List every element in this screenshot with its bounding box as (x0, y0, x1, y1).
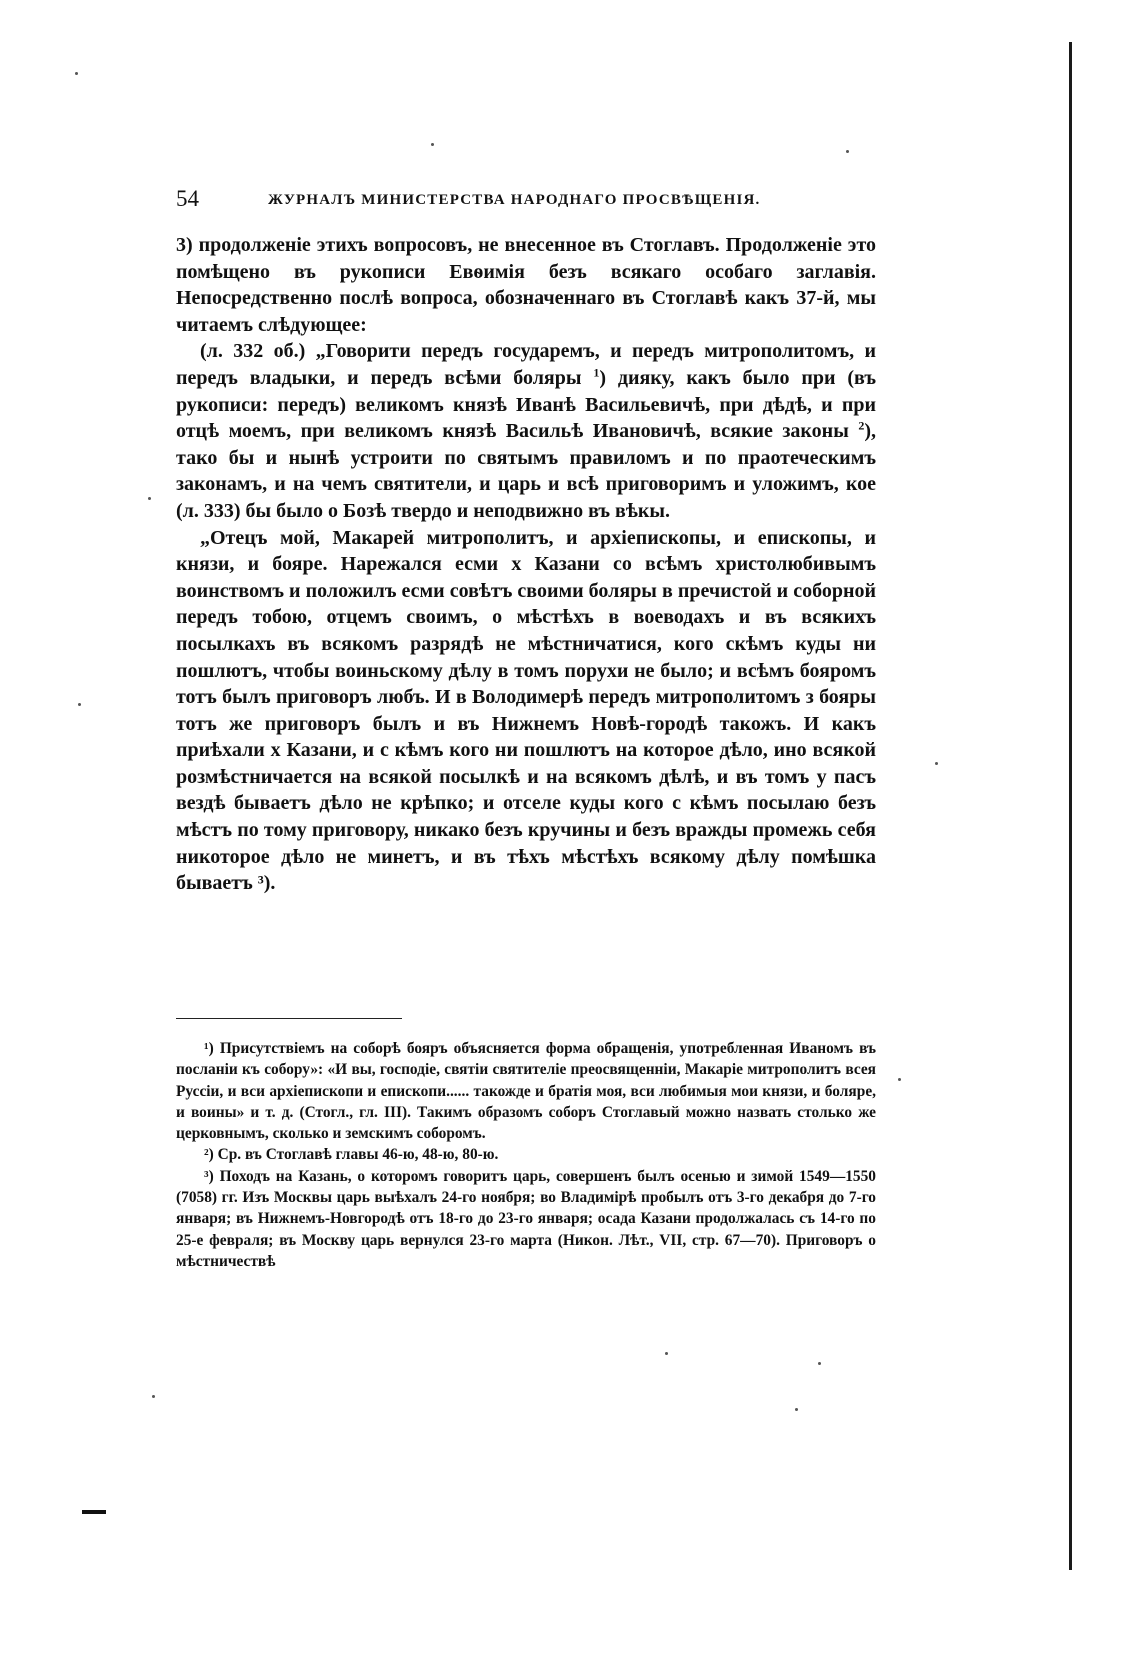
margin-mark (82, 1510, 106, 1514)
running-title: ЖУРНАЛЪ МИНИСТЕРСТВА НАРОДНАГО ПРОСВѢЩЕНІЯ. (268, 192, 761, 208)
footnote: ³) Походъ на Казань, о которомъ говоритъ царь, совершенъ былъ осенью и зимой 1549—1550 (7058) гг. Изъ Москвы царь выѣхалъ 24-го ноября; во Владимірѣ пробылъ отъ 3-го декабря до 7-го января; въ Нижнемъ-Новгородѣ отъ 18-го до 23-го января; осада Казани продолжалась съ 14-го по 25-е февраля; въ Москву царь вернулся 23-го марта (Никон. Лѣт., VII, стр. 67—70). Приговоръ о мѣстничествѣ (176, 1167, 876, 1270)
paragraph: „Отецъ мой, Макарей митрополитъ, и архіепископы, и епископы, и князи, и бояре. Нарежался есми х Казани со всѣмъ христолюбивымъ воинствомъ и положилъ есми совѣтъ своими боляры в пречистой и соборной передъ тобою, отцемъ своимъ, о мѣстѣхъ в воеводахъ и въ всякихъ посылкахъ въ всякомъ разрядѣ не мѣстничатися, кого скѣмъ куды ни пошлютъ, чтобы воиньскому дѣлу в томъ порухи не было; и всѣмъ бояромъ тотъ былъ приговоръ любъ. И в Володимерѣ передъ митрополитомъ з бояры тотъ же приговоръ былъ и въ Нижнемъ Новѣ-городѣ такожъ. И какъ приѣхали х Казани, и с кѣмъ кого ни пошлютъ на которое дѣло, ино всякой розмѣстничается на всякой посылкѣ и на всякомъ дѣлѣ, и въ томъ у пасъ вездѣ бываетъ дѣло не крѣпко; и отселе куды кого с кѣмъ посылаю безъ мѣстъ по тому приговору, никако безъ кручины и безъ вражды промежь себя никоторое дѣло не минетъ, и въ тѣхъ мѣстѣхъ всякому дѣлу помѣшка бываетъ ³). (176, 526, 876, 895)
footnotes (176, 1038, 876, 1272)
footnote-ref: 1 (593, 365, 600, 380)
page-header (176, 184, 876, 214)
footnote: ²) Ср. въ Стоглавѣ главы 46-ю, 48-ю, 80-ю. (204, 1146, 499, 1164)
page-edge-line (1069, 42, 1072, 1570)
scan-speck (431, 143, 434, 146)
scan-speck (75, 72, 78, 75)
paragraph: 3) продолженіе этихъ вопросовъ, не внесенное въ Стоглавъ. Продолженіе это помѣщено въ рукописи Евѳимія безъ всякаго особаго заглавія. Непосредственно послѣ вопроса, обозначеннаго въ Стоглавѣ какъ 37-й, мы читаемъ слѣдующее: (176, 234, 876, 336)
paragraph: (л. 332 об.) „Говорити передъ государемъ, и передъ митрополитомъ, и передъ владыки, и передъ всѣми боляры $^1$) дияку, какъ было при (въ рукописи: передъ) великомъ князѣ Иванѣ Васильевичѣ, при дѣдѣ, и при отцѣ моемъ, при великомъ князѣ Васильѣ Ивановичѣ, всякие законы $^2$), тако бы и нынѣ устроити по святымъ правиломъ и по праотеческимъ законамъ, и на чемъ святители, и царь и всѣ приговоримъ и уложимъ, кое (л. 333) бы было о Бозѣ твердо и неподвижно въ вѣкы. (176, 340, 876, 522)
scan-speck (818, 1362, 821, 1365)
scan-speck (846, 150, 849, 153)
scan-speck (665, 1352, 668, 1355)
page-number: 54 (176, 186, 199, 211)
scan-speck (898, 1078, 901, 1081)
scan-speck (78, 703, 81, 706)
footnote: ¹) Присутствіемъ на соборѣ бояръ объясняется форма обращенія, употребленная Иваномъ въ посланіи къ собору»: «И вы, господіе, святіи святителіе преосвященніи, Макаріе митрополитъ всея Руссіи, и вси архіепископи и епископи...... такожде и братія моя, вси любимыя мои князи, и боляре, и воины» и т. д. (Стогл., гл. III). Такимъ образомъ соборъ Стоглавый можно назвать столько же церковнымъ, сколько и земскимъ соборомъ. (176, 1040, 876, 1143)
main-text (176, 232, 876, 897)
scan-speck (152, 1395, 155, 1398)
footnote-ref: 2 (858, 418, 865, 433)
scan-speck (935, 762, 938, 765)
scan-speck (795, 1408, 798, 1411)
footnote-divider (176, 1018, 402, 1019)
scan-speck (148, 497, 151, 500)
